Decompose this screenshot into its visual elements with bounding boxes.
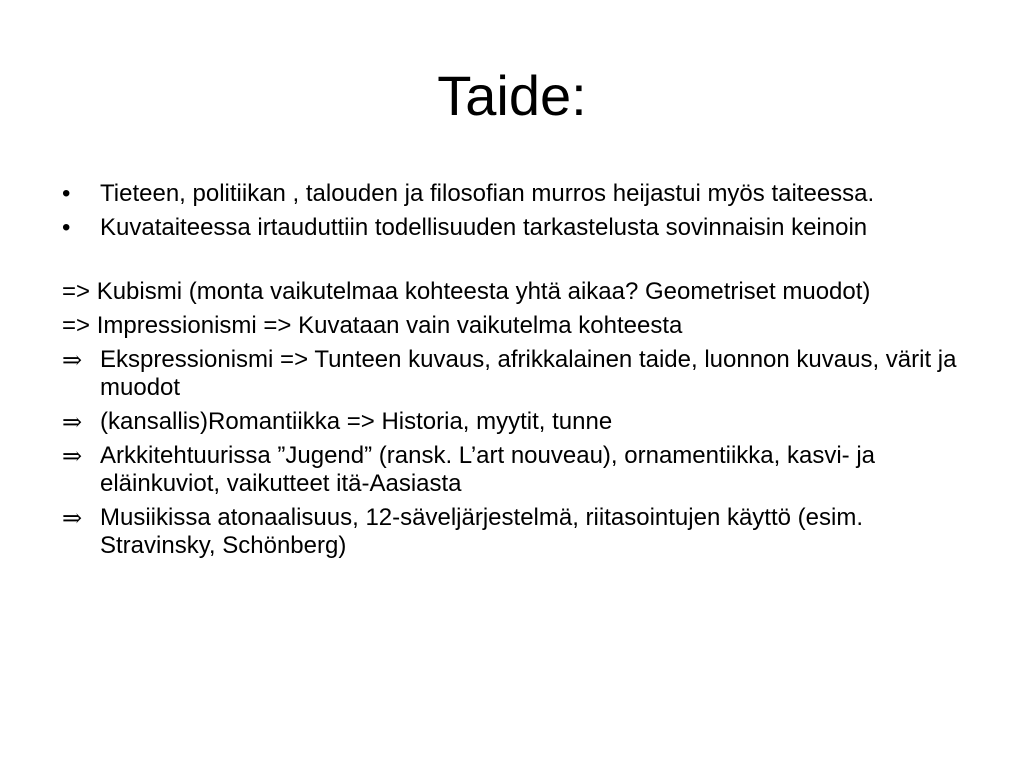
- slide-title: Taide:: [437, 64, 587, 127]
- bullet-item: [62, 214, 962, 242]
- bullet-text: Kuvataiteessa irtauduttiin todellisuuden tarkastelusta sovinnaisin keinoin: [100, 214, 868, 241]
- implies-arrow-icon: ⇒: [62, 346, 83, 374]
- arrow-item: [62, 442, 962, 498]
- implies-arrow-icon: ⇒: [62, 408, 83, 436]
- arrow-item: [62, 346, 962, 402]
- slide-content: [62, 180, 962, 566]
- plain-line: => Kubismi (monta vaikutelmaa kohteesta yhtä aikaa? Geometriset muodot): [62, 278, 871, 305]
- arrow-item: [62, 504, 962, 560]
- bullet-item: [62, 180, 962, 208]
- bullet-text: Tieteen, politiikan , talouden ja filosofian murros heijastui myös taiteessa.: [100, 180, 875, 207]
- bullet-marker: •: [62, 180, 71, 207]
- arrow-item: [62, 408, 962, 436]
- arrow-item-text: (kansallis)Romantiikka => Historia, myytit, tunne: [100, 408, 613, 435]
- implies-arrow-icon: ⇒: [62, 504, 83, 532]
- implies-arrow-icon: ⇒: [62, 442, 83, 470]
- plain-line: => Impressionismi => Kuvataan vain vaikutelma kohteesta: [62, 312, 683, 339]
- arrow-item-text: Musiikissa atonaalisuus, 12-säveljärjestelmä, riitasointujen käyttö (esim. Stravinsky, Schönberg): [100, 504, 863, 559]
- bullet-marker: •: [62, 214, 71, 241]
- spacer: [62, 248, 962, 278]
- arrow-item-text: Ekspressionismi => Tunteen kuvaus, afrikkalainen taide, luonnon kuvaus, värit ja muodot: [100, 346, 957, 401]
- arrow-item-text: Arkkitehtuurissa ”Jugend” (ransk. L’art nouveau), ornamentiikka, kasvi- ja eläinkuviot, vaikutteet itä-Aasiasta: [100, 442, 876, 497]
